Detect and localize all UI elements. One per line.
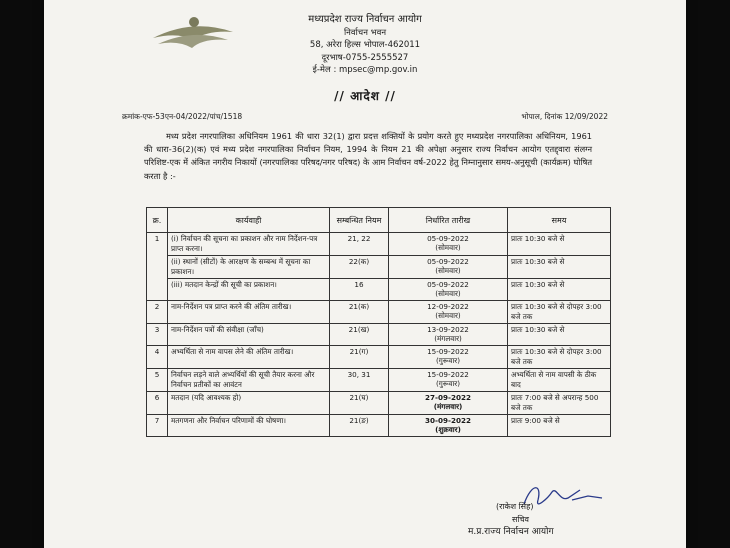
row-date: 13-09-2022 (मंगलवार) xyxy=(389,324,508,346)
table-header-row xyxy=(147,208,611,233)
signatory-designation: सचिव xyxy=(512,515,530,524)
order-paragraph: मध्य प्रदेश नगरपालिका अधिनियम 1961 की धारा 32(1) द्वारा प्रदत्त शक्तियों के प्रयोग करते हुए मध्यप्रदेश नगरपालिका अधिनियम, 1961 की धारा-36(2)(क) एवं मध्य प्रदेश नगरपालिका निर्वाचन नियम, 1994 के नियम 21 की अपेक्षा अनुसार राज्य निर्वाचन आयोग एतद्द्वारा संलग्न परिशिष्ट-एक में अंकित नगरीय निकायों (नगरपालिका परिषद/नगर परिषद) के आम निर्वाचन वर्ष-2022 हेतु निम्नानुसार समय-अनुसूची (कार्यक्रम) घोषित करता है :- xyxy=(144,131,592,181)
header-rule: सम्बन्धित नियम xyxy=(330,208,389,233)
row-sn: 1 xyxy=(147,233,168,301)
row-action: (i) निर्वाचन की सूचना का प्रकाशन और नाम निर्देशन-पत्र प्राप्त करना। xyxy=(168,233,330,256)
row-rule: 30, 31 xyxy=(330,369,389,392)
table-row xyxy=(147,233,611,256)
building-name: निर्वाचन भवन xyxy=(343,27,387,38)
table-row xyxy=(147,324,611,346)
row-time: प्रातः 9:00 बजे से xyxy=(508,415,611,437)
row-date: 27-09-2022 (मंगलवार) xyxy=(389,392,508,415)
reference-line xyxy=(122,112,608,122)
row-rule: 21(ग) xyxy=(330,346,389,369)
row-time: अभ्यर्थिता से नाम वापसी के ठीक बाद xyxy=(508,369,611,392)
table-row xyxy=(147,279,611,301)
table-row xyxy=(147,392,611,415)
row-action: (ii) स्थानों (सीटों) के आरक्षण के सम्बन्ध में सूचना का प्रकाशन। xyxy=(168,256,330,279)
row-sn: 2 xyxy=(147,301,168,324)
row-action: (iii) मतदान केन्द्रों की सूची का प्रकाशन। xyxy=(168,279,330,301)
email: ई-मेल : mpsec@mp.gov.in xyxy=(312,65,418,76)
row-rule: 21(ख) xyxy=(330,324,389,346)
table-row xyxy=(147,415,611,437)
row-action: निर्वाचन लड़ने वाले अभ्यर्थियों की सूची तैयार करना और निर्वाचन प्रतीकों का आवंटन xyxy=(168,369,330,392)
row-time: प्रातः 10:30 बजे से दोपहर 3:00 बजे तक xyxy=(508,346,611,369)
row-sn: 5 xyxy=(147,369,168,392)
place-date: भोपाल, दिनांक 12/09/2022 xyxy=(521,112,608,121)
row-date: 05-09-2022 (सोमवार) xyxy=(389,256,508,279)
header-action: कार्यवाही xyxy=(168,208,330,233)
row-rule: 21(क) xyxy=(330,301,389,324)
row-rule: 16 xyxy=(330,279,389,301)
row-sn: 4 xyxy=(147,346,168,369)
row-date: 12-09-2022 (सोमवार) xyxy=(389,301,508,324)
document-sheet xyxy=(44,0,686,548)
row-action: नाम-निर्देशन पत्रों की संवीक्षा (जाँच) xyxy=(168,324,330,346)
row-time: प्रातः 10:30 बजे से दोपहर 3:00 बजे तक xyxy=(508,301,611,324)
row-action: मतगणना और निर्वाचन परिणामों की घोषणा। xyxy=(168,415,330,437)
row-action: नाम-निर्देशन पत्र प्राप्त करने की अंतिम तारीख। xyxy=(168,301,330,324)
row-action: मतदान (यदि आवश्यक हो) xyxy=(168,392,330,415)
order-title: // आदेश // xyxy=(334,89,396,103)
row-time: प्रातः 10:30 बजे से xyxy=(508,256,611,279)
row-date: 05-09-2022 (सोमवार) xyxy=(389,279,508,301)
table-row xyxy=(147,369,611,392)
row-date: 05-09-2022 (सोमवार) xyxy=(389,233,508,256)
row-date: 15-09-2022 (गुरूवार) xyxy=(389,369,508,392)
reference-number: क्रमांक-एफ-53एन-04/2022/पांच/1518 xyxy=(122,112,243,121)
row-time: प्रातः 10:30 बजे से xyxy=(508,233,611,256)
signature-block xyxy=(468,500,554,539)
header-sn: क्र. xyxy=(147,208,168,233)
table-row xyxy=(147,256,611,279)
row-rule: 21(घ) xyxy=(330,392,389,415)
office-name: मध्यप्रदेश राज्य निर्वाचन आयोग xyxy=(308,14,422,25)
header-time: समय xyxy=(508,208,611,233)
row-date: 30-09-2022 (शुक्रवार) xyxy=(389,415,508,437)
row-sn: 6 xyxy=(147,392,168,415)
letterhead xyxy=(44,14,686,77)
row-sn: 7 xyxy=(147,415,168,437)
row-time: प्रातः 7:00 बजे से अपरान्ह 500 बजे तक xyxy=(508,392,611,415)
signatory-name: (राकेश सिंह) xyxy=(496,502,534,511)
row-date: 15-09-2022 (गुरूवार) xyxy=(389,346,508,369)
address: 58, अरेरा हिल्स भोपाल-462011 xyxy=(309,40,421,51)
table-row xyxy=(147,346,611,369)
table-row xyxy=(147,301,611,324)
row-sn: 3 xyxy=(147,324,168,346)
row-rule: 21, 22 xyxy=(330,233,389,256)
election-schedule-table xyxy=(146,207,611,437)
row-time: प्रातः 10:30 बजे से xyxy=(508,279,611,301)
phone: दूरभाष-0755-2555527 xyxy=(321,52,409,63)
row-rule: 21(ङ) xyxy=(330,415,389,437)
signatory-office: म.प्र.राज्य निर्वाचन आयोग xyxy=(468,527,554,537)
row-action: अभ्यर्थिता से नाम वापस लेने की अंतिम तारीख। xyxy=(168,346,330,369)
row-rule: 22(क) xyxy=(330,256,389,279)
row-time: प्रातः 10:30 बजे से xyxy=(508,324,611,346)
header-date: निर्धारित तारीख xyxy=(389,208,508,233)
